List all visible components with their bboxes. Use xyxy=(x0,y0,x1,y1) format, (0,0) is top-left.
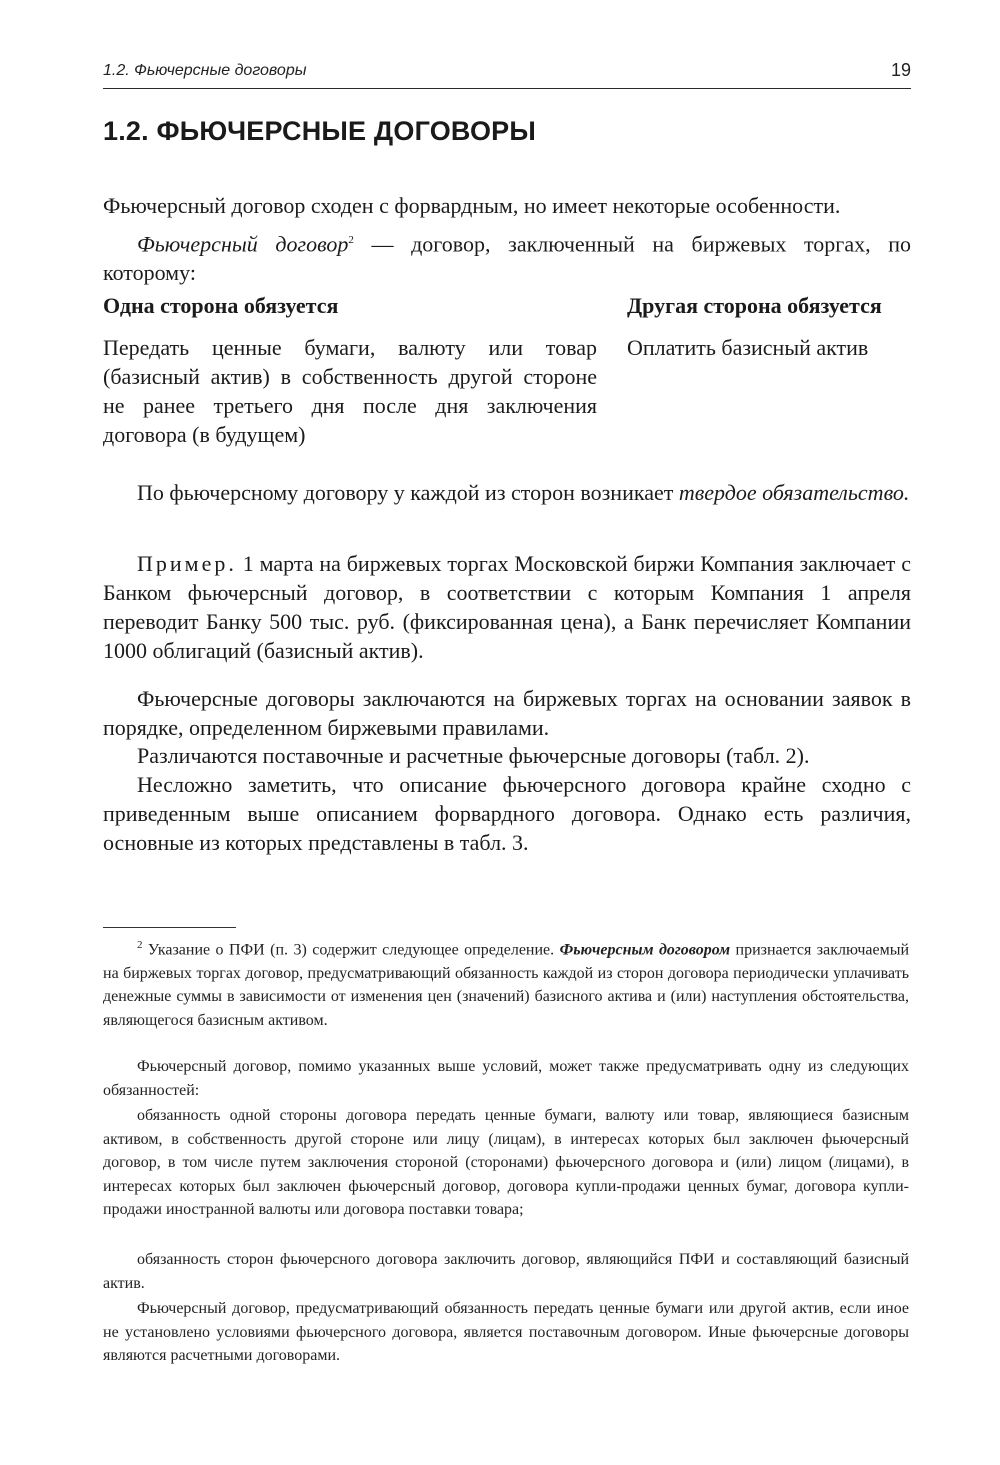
firm-obligation-text: По фьючерсному договору у каждой из сторон возникает xyxy=(137,480,679,505)
firm-obligation-term: твердое обязательство. xyxy=(678,480,910,505)
footnote-term: Фьючерсным договором xyxy=(559,941,731,959)
paragraph-contract-types: Различаются поставочные и расчетные фьючерсные договоры (табл. 2). xyxy=(137,743,810,768)
footnote-paragraph-3: обязанность одной стороны договора передать ценные бумаги, валюту или товар, являющиеся базисным активом, в собственность другой стороне или лицу (лицам), в интересах которых был заключен фьючерсный договор, в том числе путем заключения стороной (сторонами) фьючерсного договора и (или) лицом (лицами), в интересах которых был заключен фьючерсный договор, договора купли-продажи ценных бумаг, договора купли-продажи иностранной валюты или договора поставки товара; xyxy=(103,1107,909,1218)
example-text: 1 марта на биржевых торгах Московской биржи Компания заключает с Банком фьючерсный договор, в соответствии с которым Компания 1 апреля переводит Банку 500 тыс. руб. (фиксированная цена), а Банк перечисляет Компании 1000 облигаций (базисный актив). xyxy=(103,551,911,663)
paragraph-comparison: Несложно заметить, что описание фьючерсного договора крайне сходно с приведенным выше описанием форвардного договора. Однако есть различия, основные из которых представлены в табл. 3. xyxy=(103,772,911,855)
page-number: 19 xyxy=(890,60,911,80)
example-label: Пример. xyxy=(137,551,237,576)
left-column-text: Передать ценные бумаги, валюту или товар (базисный актив) в собственность другой стороне не ранее третьего дня после дня заключения договора (в будущем) xyxy=(103,335,597,447)
firm-obligation-paragraph xyxy=(103,478,911,507)
section-heading: 1.2. ФЬЮЧЕРСНЫЕ ДОГОВОРЫ xyxy=(103,116,536,146)
footnote-divider xyxy=(103,927,236,928)
footnote-intro: Указание о ПФИ (п. 3) содержит следующее определение. xyxy=(142,941,560,959)
definition-term: Фьючерсный договор xyxy=(137,231,349,257)
footnote-paragraph-4: обязанность сторон фьючерсного договора заключить договор, являющийся ПФИ и составляющий базисный актив. xyxy=(103,1251,909,1292)
right-column-text: Оплатить базисный актив xyxy=(627,335,869,360)
footnote-definition: признается заключаемый на биржевых торгах договор, предусматривающий обязанность каждой из сторон договора периодически уплачивать денежные суммы в зависимости от изменения цен (значений) базисного актива и (или) наступления обстоятельства, являющегося базисным активом. xyxy=(103,941,910,1029)
footnote-paragraph-2: Фьючерсный договор, помимо указанных выше условий, может также предусматривать одну из следующих обязанностей: xyxy=(103,1058,909,1099)
running-header xyxy=(103,58,911,89)
left-column-header: Одна сторона обязуется xyxy=(103,293,339,318)
definition-text: — договор, заключенный на биржевых торгах, по которому: xyxy=(103,231,911,286)
example-paragraph xyxy=(103,549,911,665)
right-column-header: Другая сторона обязуется xyxy=(627,293,882,318)
footnote-paragraph-5: Фьючерсный договор, предусматривающий обязанность передать ценные бумаги или другой актив, если иное не установлено условиями фьючерсного договора, является поставочным договором. Иные фьючерсные договоры являются расчетными договорами. xyxy=(103,1300,909,1364)
intro-paragraph: Фьючерсный договор сходен с форвардным, но имеет некоторые особенности. xyxy=(103,193,841,218)
footnote-number: 2 xyxy=(137,939,143,951)
footnote-reference: 2 xyxy=(348,234,354,246)
paragraph-exchange-trading: Фьючерсные договоры заключаются на биржевых торгах на основании заявок в порядке, определенном биржевыми правилами. xyxy=(103,686,911,740)
footnote-paragraph-1 xyxy=(103,934,909,1032)
running-header-title: 1.2. Фьючерсные договоры xyxy=(103,62,307,79)
definition-paragraph xyxy=(103,226,911,287)
